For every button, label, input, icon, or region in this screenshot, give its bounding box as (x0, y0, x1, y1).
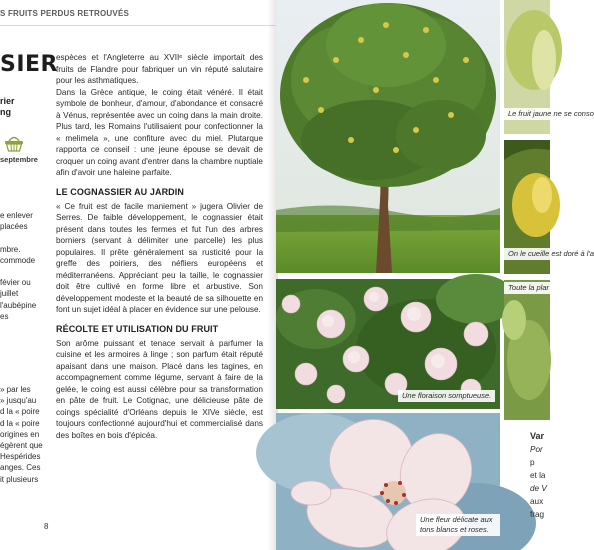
main-text-column (56, 52, 263, 441)
paragraph: « Ce fruit est de facile maniement » jugera Olivier de Serres. De faible développement, le cognassier était présent dans toutes les fermes et fut l'un des arbres borniers (servant à délimiter une parcelle) les plus populaires. Il prête généralement sa rusticité pour la greffe des poiriers, des néfliers européens et méditerranéens. Appréciant peu la taille, le cognassier doit être cultivé en forme libre et arbustive. Son développement modeste et la beauté de sa silhouette en font un sujet idéal à placer en évidence sur une pelouse. (56, 201, 263, 314)
side-text-line: placées (0, 222, 28, 232)
side-text-line: mbre. (0, 244, 21, 254)
side-text-line: févier ou (0, 278, 31, 288)
side-text-line: égèrent que (0, 441, 43, 451)
section-title: SIER (0, 52, 58, 77)
side-text-line: anges. Ces (0, 463, 41, 473)
paragraph: Son arôme puissant et tenace servait à parfumer la cuisine et les armoires à linge ; son parfum était réputé apaisant dans une maison. Placé dans les tagines, en accompagnement comme légume, servant à faire de la gelée, le coing est aussi célèbre pour sa transformation en pâte de fruit. Le Cotignac, une délicieuse pâte de coings spécialité d'Orléans depuis le XIVe siècle, est toujours confectionné aujourd'hui et commercialisé dans des boîtes en bois d'épicéa. (56, 338, 263, 440)
fruit-photo-low (504, 280, 550, 420)
side-text-line: juillet (0, 289, 19, 299)
subtitle-line-2: ng (0, 107, 11, 117)
caption-fruit-low: Toute la plar (504, 282, 550, 294)
side-text-line: commode (0, 255, 36, 265)
caption-flower: Une fleur délicate aux tons blancs et roses. (416, 514, 500, 536)
side-text-line: » par les (0, 385, 31, 394)
caption-blossoms: Une floraison somptueuse. (398, 390, 495, 402)
side-text-line: d la « poire (0, 407, 40, 417)
caption-fruit-top: Le fruit jaune ne se conso (504, 108, 550, 120)
side-text-line: e enlever (0, 211, 33, 220)
tree-photo (276, 0, 500, 273)
variety-line: Por (530, 445, 543, 454)
section-heading: RÉCOLTE ET UTILISATION DU FRUIT (56, 323, 219, 334)
side-text-block-a (0, 210, 50, 322)
basket-icon (4, 134, 24, 152)
variety-heading: Var (530, 431, 545, 441)
section-heading: LE COGNASSIER AU JARDIN (56, 186, 184, 197)
side-text-line (0, 232, 50, 243)
variety-line: p (530, 458, 535, 467)
running-header-text: S FRUITS PERDUS RETROUVÉS (0, 9, 130, 18)
variety-line: aux (530, 497, 544, 506)
variety-line: frag (530, 510, 545, 519)
side-text-block-b (0, 384, 50, 485)
side-text-line: l'aubépine (0, 300, 37, 310)
running-header (0, 0, 275, 26)
subtitle-line-1: rier (0, 96, 15, 106)
page-number: 8 (44, 522, 49, 531)
paragraph: Dans la Grèce antique, le coing était vénéré. Il était symbole de bonheur, d'amour, d'abondance et consacré à Vénus, représentée avec un coing dans la main droite. Plus tard, les Romains l'utilisaient pour confectionner la « melimela », une confiture avec du miel. Plutarque rapporta ce conseil : une jeune épouse se devait de croquer un coing avant d'entrer dans la chambre nuptiale afin d'avoir une haleine parfaite. (56, 87, 263, 177)
paragraph: espèces et l'Angleterre au XVIIᵉ siècle importait des fruits de Flandre pour fabriquer un vin réputé salutaire pour les asthmatiques. (56, 53, 263, 85)
side-text-line: » jusqu'au (0, 396, 37, 406)
variety-line: et la (530, 471, 546, 480)
caption-fruit-mid: On le cueille est doré à l'a (504, 248, 550, 260)
harvest-month: septembre (0, 155, 38, 164)
side-text-line: origines en (0, 429, 40, 439)
side-text-line: es (0, 311, 9, 321)
side-text-line: Hespérides (0, 452, 41, 462)
variety-box (530, 430, 570, 521)
variety-line: de V (530, 484, 547, 493)
side-text-line: d la « poire (0, 418, 40, 428)
side-text-line (0, 266, 50, 277)
side-text-line: it plusieurs (0, 474, 39, 484)
